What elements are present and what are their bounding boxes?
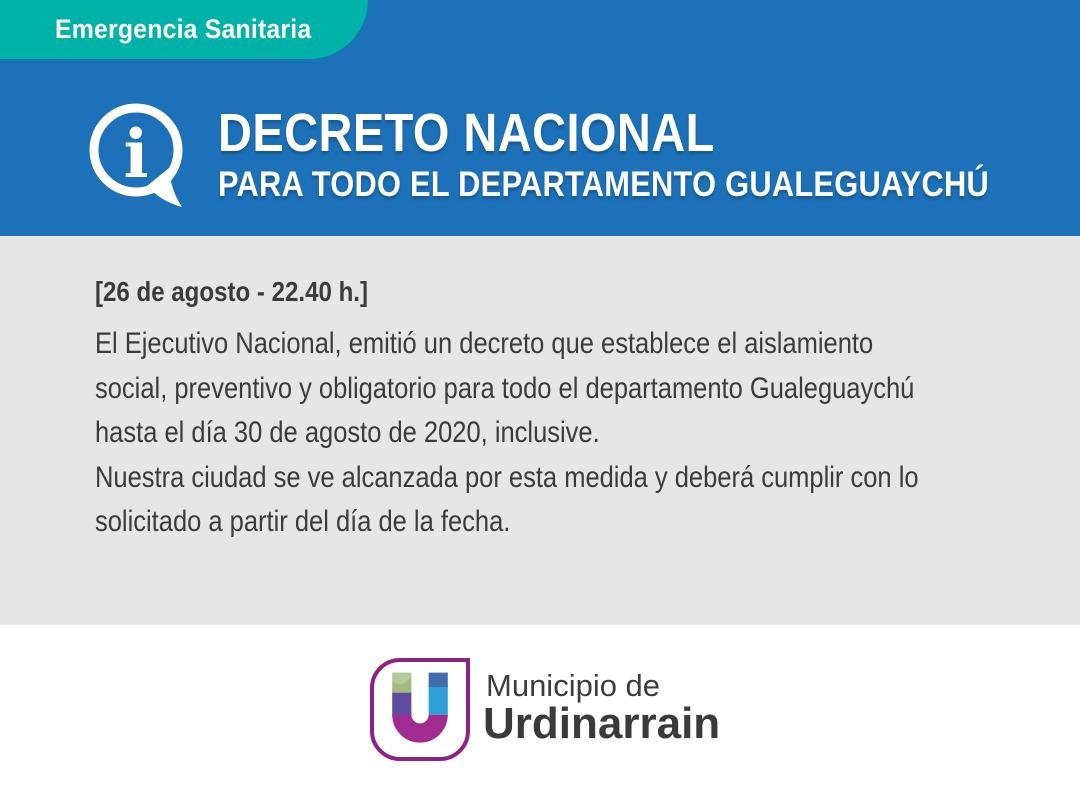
body-line: El Ejecutivo Nacional, emitió un decreto que establece el aislamiento — [95, 327, 874, 360]
timestamp: [26 de agosto - 22.40 h.] — [95, 276, 368, 307]
content-panel — [0, 236, 1080, 625]
emergency-badge-label: Emergencia Sanitaria — [55, 14, 312, 44]
body-line: solicitado a partir del día de la fecha. — [95, 505, 511, 538]
logo-letter-u-icon — [375, 664, 465, 756]
org-name: Urdinarrain — [483, 699, 721, 748]
info-speech-bubble-icon — [83, 98, 193, 210]
body-line: hasta el día 30 de agosto de 2020, inclusive. — [95, 416, 600, 449]
municipality-logo — [370, 658, 470, 761]
emergency-badge — [0, 0, 368, 59]
banner-title: DECRETO NACIONAL — [218, 103, 715, 163]
footer — [0, 625, 1080, 798]
body-line: Nuestra ciudad se ve alcanzada por esta medida y deberá cumplir con lo — [95, 460, 919, 494]
org-prefix: Municipio de — [486, 668, 661, 703]
body-text — [95, 322, 1064, 545]
header-banner — [0, 0, 1080, 236]
info-glyph: i — [123, 115, 149, 193]
body-line: social, preventivo y obligatorio para todo el departamento Gualeguaychú — [95, 371, 915, 405]
banner-subtitle: PARA TODO EL DEPARTAMENTO GUALEGUAYCHÚ — [218, 165, 989, 204]
